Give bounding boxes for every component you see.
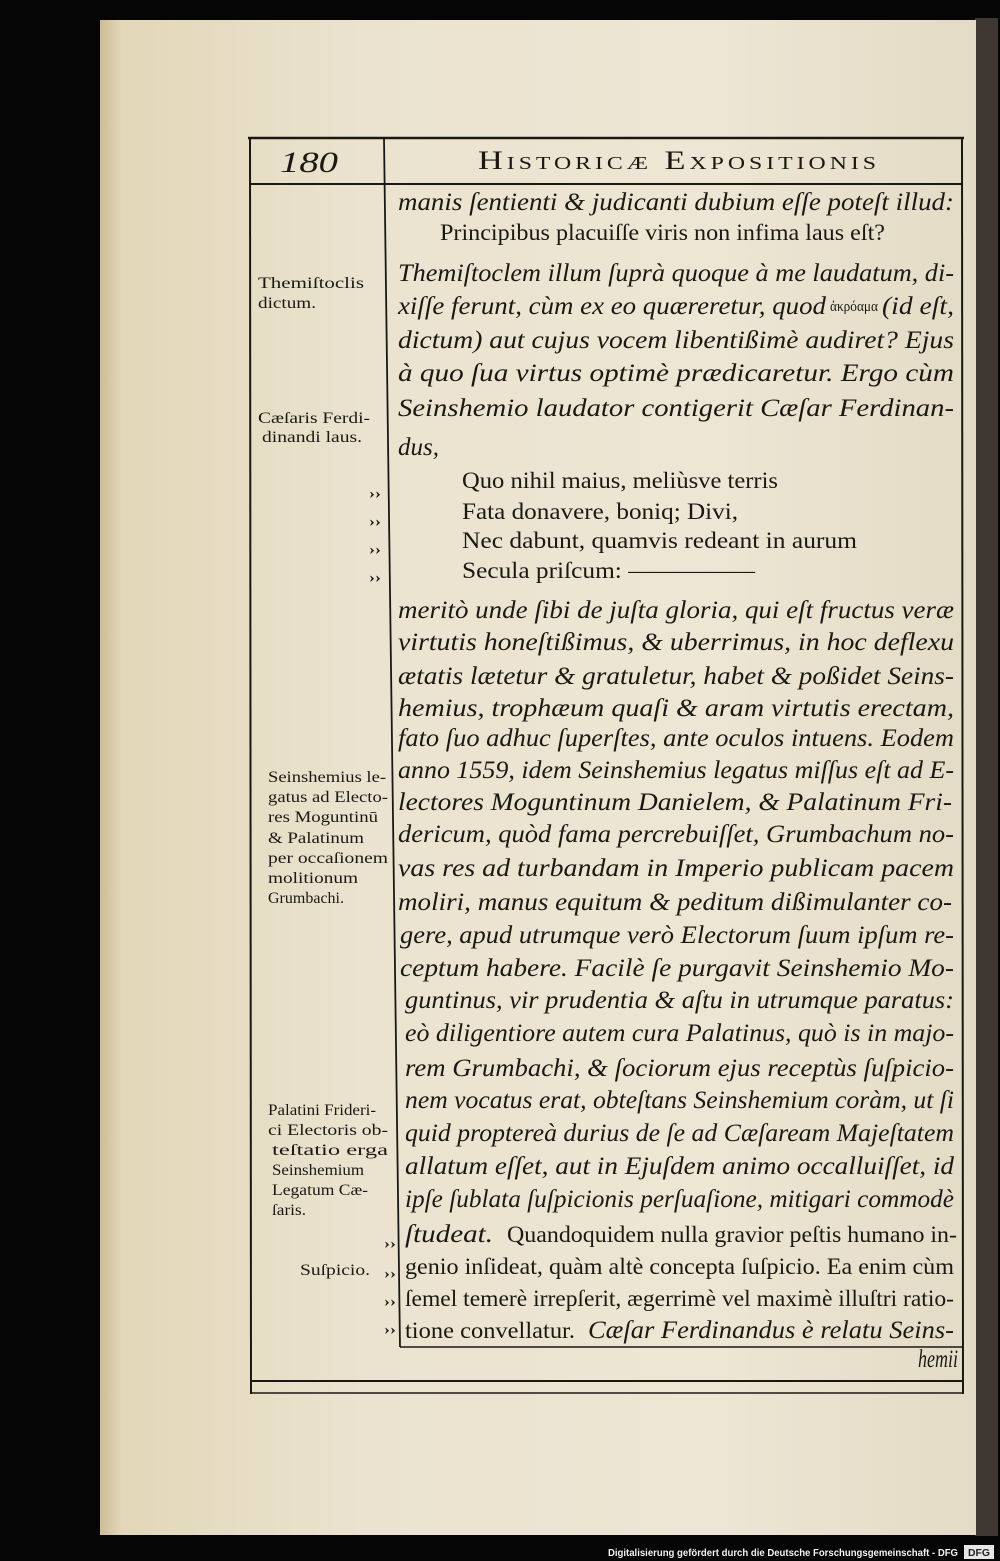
body-line: Seinshemio laudator contigerit Cæſar Ferdinan- [398, 395, 954, 422]
body-line-segment: (id eſt, [882, 293, 954, 320]
body-line: Themiſtoclem illum ſuprà quoque à me laudatum, di- [398, 260, 954, 287]
body-line: gere, apud utrumque verò Electorum ſuum ipſum re- [400, 922, 954, 949]
marginal-note-line: Suſpicio. [300, 1262, 370, 1279]
body-line-segment: xiſſe ferunt, cùm ex eo quæreretur, quod [396, 293, 827, 320]
marginal-note-line: ſaris. [272, 1202, 306, 1219]
gnomic-quote-mark: ›› [384, 1236, 396, 1252]
marginal-note-line: gatus ad Electo- [268, 789, 388, 806]
body-line: allatum eſſet, aut in Ejuſdem animo occalluiſſet, id [405, 1153, 955, 1180]
gnomic-quote-mark: ›› [384, 1322, 396, 1338]
frame-left-rule [250, 137, 251, 1394]
verse-line: Nec dabunt, quamvis redeant in aurum [462, 528, 858, 553]
marginal-note-line: Legatum Cæ- [272, 1182, 368, 1199]
frame-right-rule [962, 137, 963, 1394]
body-line: genio inſideat, quàm altè concepta ſuſpicio. Ea enim cùm [405, 1254, 955, 1279]
gnomic-quote-mark: ›› [369, 486, 381, 502]
body-line: virtutis honeſtißimus, & uberrimus, in hoc deflexu [398, 629, 954, 656]
body-line: anno 1559, idem Seinshemius legatus miſſus eſt ad E- [398, 757, 954, 784]
body-line: dus, [398, 434, 439, 461]
body-text [397, 189, 957, 1344]
gnomic-quote-mark: ›› [369, 570, 381, 586]
marginal-note-line: per occaſionem [268, 850, 389, 867]
body-line: dictum) aut cujus vocem libentißimè audiret? Ejus [398, 327, 954, 354]
marginal-note-line: Seinshemium [272, 1162, 365, 1179]
body-line: vas res ad turbandam in Imperio publicam pacem [398, 855, 954, 882]
gnomic-quote-mark: ›› [384, 1294, 396, 1310]
marginal-note-line: teſtatio erga [272, 1142, 388, 1159]
body-line: dericum, quòd fama percrebuiſſet, Grumbachum no- [398, 821, 954, 848]
body-line-segment: tione convellatur. [405, 1318, 575, 1343]
body-line: quid proptereà durius de ſe ad Cæſaream Majeſtatem [405, 1120, 954, 1147]
body-line: meritò unde ſibi de juſta gloria, qui eſt fructus veræ [398, 597, 955, 624]
verse-line: Quo nihil maius, meliùsve terris [462, 468, 779, 493]
marginal-note-line: dictum. [258, 295, 316, 312]
body-line: eò diligentiore autem cura Palatinus, quò is in majo- [405, 1020, 954, 1047]
marginal-note-line: molitionum [268, 870, 359, 887]
gnomic-quote-mark: ›› [384, 1266, 396, 1282]
dfg-logo-text: DFG [968, 1548, 991, 1559]
body-line: rem Grumbachi, & ſociorum ejus receptùs ſuſpicio- [405, 1055, 954, 1082]
body-line-segment: Quandoquidem nulla gravior peſtis humano in- [507, 1222, 957, 1247]
greek-word: ἀκρόαμα [830, 299, 879, 315]
body-line: nem vocatus erat, obteſtans Seinshemium coràm, ut ſi [405, 1087, 955, 1114]
running-head: Historicæ Expositionis [478, 146, 880, 175]
body-line: fato ſuo adhuc ſuperſtes, ante oculos intuens. Eodem [398, 725, 954, 752]
verse-line: Fata donavere, boniq; Divi, [462, 499, 738, 524]
body-line: Principibus placuiſſe viris non infima laus eſt? [440, 220, 885, 245]
marginal-note-line: Seinshemius le- [268, 769, 386, 786]
page-number: 180 [280, 146, 338, 179]
body-line: ſemel temerè irrepſerit, ægerrimè vel maximè illuſtri ratio- [405, 1286, 954, 1311]
body-line: guntinus, vir prudentia & aſtu in utrumque paratus: [405, 987, 954, 1014]
marginal-note-line: res Moguntinū [268, 809, 378, 826]
body-line: hemius, trophæum quaſi & aram virtutis erectam, [398, 695, 954, 722]
dfg-logo [964, 1545, 994, 1559]
marginal-note-line: Cæſaris Ferdi- [258, 410, 370, 427]
verse-line: Secula priſcum: ————— [462, 558, 757, 583]
body-line-segment: ſtudeat. [405, 1221, 493, 1248]
body-line: ipſe ſublata ſuſpicionis perſuaſione, mitigari commodè [405, 1186, 954, 1213]
body-line: manis ſentienti & judicanti dubium eſſe poteſt illud: [398, 189, 954, 216]
marginal-note-line: dinandi laus. [262, 429, 362, 446]
marginal-note-line: Grumbachi. [268, 890, 344, 907]
marginal-note-line: Palatini Frideri- [268, 1102, 376, 1119]
marginal-note-line: & Palatinum [268, 830, 365, 847]
body-line-segment: Cæſar Ferdinandus è relatu Seins- [588, 1317, 954, 1344]
body-line: lectores Moguntinum Danielem, & Palatinum Fri- [398, 789, 952, 816]
marginalia [258, 275, 389, 1279]
marginal-note-line: Themiſtoclis [258, 275, 364, 292]
gnomic-quote-mark: ›› [369, 542, 381, 558]
page-edge-strip [975, 18, 998, 1536]
footer-credit: Digitalisierung gefördert durch die Deutsche Forschungsgemeinschaft - DFG [608, 1548, 959, 1559]
body-line: ceptum habere. Facilè ſe purgavit Seinshemio Mo- [400, 955, 954, 982]
catchword: hemii [918, 1346, 959, 1373]
body-line: ætatis lætetur & gratuletur, habet & poßidet Seins- [398, 663, 954, 690]
gnomic-quote-mark: ›› [369, 514, 381, 530]
body-line: à quo ſua virtus optimè prædicaretur. Ergo cùm [398, 360, 954, 387]
marginal-note-line: ci Electoris ob- [268, 1122, 388, 1139]
body-line: moliri, manus equitum & peditum dißimulanter co- [398, 889, 952, 916]
